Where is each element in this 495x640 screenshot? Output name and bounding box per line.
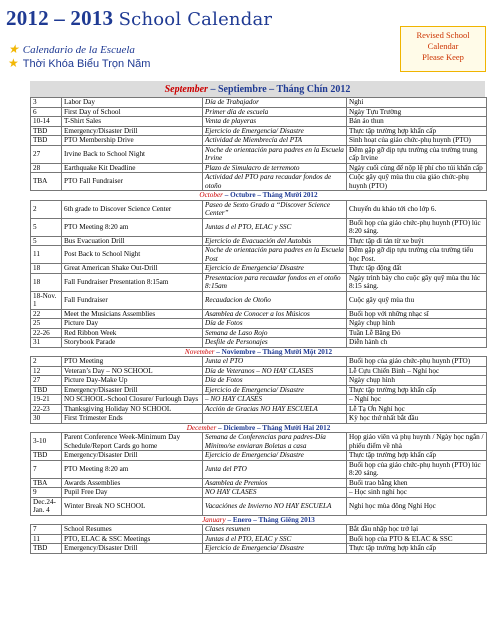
event-vietnamese-cell: Tuần Lễ Băng Đỏ xyxy=(347,328,487,338)
revised-notice xyxy=(400,26,486,72)
event-spanish-cell: Día de Trabajador xyxy=(203,98,347,108)
title-years: 2012 – 2013 xyxy=(6,6,114,30)
table-row xyxy=(31,218,487,236)
month-heading-en: September xyxy=(164,84,208,95)
event-english-cell: Red Ribbon Week xyxy=(62,328,203,338)
date-cell: 6 xyxy=(31,107,62,117)
event-spanish-cell: Ejercicio de Emergencia/ Disastre xyxy=(203,264,347,274)
event-english-cell: NO SCHOOL-School Closure/ Furlough Days xyxy=(62,395,203,405)
table-row xyxy=(31,163,487,173)
table-row xyxy=(31,534,487,544)
date-cell: 10-14 xyxy=(31,117,62,127)
date-cell: TBA xyxy=(31,478,62,488)
table-row xyxy=(31,366,487,376)
date-cell: 30 xyxy=(31,414,62,424)
event-spanish-cell: Asamblea de Conocer a los Músicos xyxy=(203,309,347,319)
table-row xyxy=(31,525,487,535)
event-vietnamese-cell: Cuộc gây quỹ mùa thu xyxy=(347,291,487,309)
event-english-cell: Winter Break NO SCHOOL xyxy=(62,497,203,515)
event-english-cell: Emergency/Disaster Drill xyxy=(62,385,203,395)
date-cell: 18 xyxy=(31,273,62,291)
event-vietnamese-cell: Nghỉ học mùa đông Nghỉ Học xyxy=(347,497,487,515)
month-heading-september xyxy=(30,80,485,98)
date-cell: 18-Nov. 1 xyxy=(31,291,62,309)
date-cell: 28 xyxy=(31,163,62,173)
event-vietnamese-cell: Buổi họp của giáo chức-phụ huynh (PTO) xyxy=(347,357,487,367)
event-english-cell: PTO Meeting 8:20 am xyxy=(62,460,203,478)
event-vietnamese-cell: Thực tập trường hợp khẩn cấp xyxy=(347,126,487,136)
event-english-cell: Fall Fundraiser Presentation 8:15am xyxy=(62,273,203,291)
event-spanish-cell xyxy=(203,414,347,424)
date-cell: 27 xyxy=(31,376,62,386)
event-english-cell: Great American Shake Out-Drill xyxy=(62,264,203,274)
event-spanish-cell: Clases resumen xyxy=(203,525,347,535)
table-row xyxy=(31,385,487,395)
event-english-cell: Post Back to School Night xyxy=(62,246,203,264)
event-vietnamese-cell: Ngày chụp hình xyxy=(347,376,487,386)
event-english-cell: Bus Evacuation Drill xyxy=(62,236,203,246)
calendar-table xyxy=(30,97,487,554)
table-row xyxy=(31,173,487,191)
date-cell: 2 xyxy=(31,357,62,367)
date-cell: TBA xyxy=(31,173,62,191)
date-cell: 3-10 xyxy=(31,433,62,451)
month-heading-rest: – Septiembre – Tháng Chín 2012 xyxy=(207,84,351,95)
event-english-cell: First Day of School xyxy=(62,107,203,117)
event-vietnamese-cell: Họp giáo viên và phụ huynh / Ngày học ngắn / phiếu điểm về nhà xyxy=(347,433,487,451)
table-row xyxy=(31,395,487,405)
event-spanish-cell: Recaudacion de Otoño xyxy=(203,291,347,309)
event-spanish-cell: Ejercicio de Emergencia/ Disastre xyxy=(203,126,347,136)
event-english-cell: Picture Day xyxy=(62,319,203,329)
table-row xyxy=(31,145,487,163)
event-vietnamese-cell: Ngày cuối cùng để nộp lệ phí cho túi khẩn cấp xyxy=(347,163,487,173)
event-vietnamese-cell: Buổi trao bằng khen xyxy=(347,478,487,488)
event-english-cell: Parent Conference Week-Minimum Day Schedule/Report Cards go home xyxy=(62,433,203,451)
month-heading-en: November xyxy=(184,347,215,356)
event-english-cell: Awards Assemblies xyxy=(62,478,203,488)
table-row xyxy=(31,328,487,338)
month-heading-row xyxy=(31,347,487,357)
month-heading-rest: – Enero – Tháng Giêng 2013 xyxy=(225,515,315,524)
table-row xyxy=(31,478,487,488)
table-row xyxy=(31,544,487,554)
event-spanish-cell: Primer día de escuela xyxy=(203,107,347,117)
subtitle-vietnamese-text: Thời Khóa Biểu Trọn Năm xyxy=(22,58,151,70)
date-cell: TBD xyxy=(31,385,62,395)
revised-line-3: Please Keep xyxy=(422,52,464,62)
event-spanish-cell: Día de Veteranos – NO HAY CLASES xyxy=(203,366,347,376)
event-english-cell: Pupil Free Day xyxy=(62,488,203,498)
subtitle-spanish xyxy=(8,42,135,57)
date-cell: 19-21 xyxy=(31,395,62,405)
month-heading-rest: – Noviembre – Tháng Mười Một 2012 xyxy=(214,347,333,356)
event-vietnamese-cell: Chuyến du khảo tới cho lớp 6. xyxy=(347,200,487,218)
event-spanish-cell: Actividad de Miembrecía del PTA xyxy=(203,136,347,146)
event-english-cell: Emergency/Disaster Drill xyxy=(62,451,203,461)
table-row xyxy=(31,488,487,498)
date-cell: 5 xyxy=(31,236,62,246)
date-cell: 5 xyxy=(31,218,62,236)
month-heading-en: October xyxy=(199,191,223,199)
table-row xyxy=(31,497,487,515)
event-spanish-cell: Venta de playeras xyxy=(203,117,347,127)
table-row xyxy=(31,236,487,246)
table-row xyxy=(31,460,487,478)
date-cell: 31 xyxy=(31,338,62,348)
table-row xyxy=(31,291,487,309)
month-heading-en: January xyxy=(202,515,226,524)
month-heading xyxy=(31,191,487,201)
event-english-cell: Fall Fundraiser xyxy=(62,291,203,309)
table-row xyxy=(31,309,487,319)
event-vietnamese-cell: Ngày Tựu Trường xyxy=(347,107,487,117)
calendar-title xyxy=(6,6,272,31)
event-spanish-cell: Asamblea de Premios xyxy=(203,478,347,488)
event-spanish-cell: Noche de orientación para padres en la Escuela Irvine xyxy=(203,145,347,163)
event-spanish-cell: Vacaciónes de Invierno NO HAY ESCUELA xyxy=(203,497,347,515)
month-heading-rest: – Octubre – Tháng Mười 2012 xyxy=(222,191,318,199)
event-english-cell: PTO Meeting xyxy=(62,357,203,367)
table-row xyxy=(31,273,487,291)
star-icon: ★ xyxy=(8,56,19,70)
date-cell: 27 xyxy=(31,145,62,163)
event-english-cell: Picture Day-Make Up xyxy=(62,376,203,386)
event-spanish-cell: Paseo de Sexto Grado a “Discover Science Center” xyxy=(203,200,347,218)
date-cell: 12 xyxy=(31,366,62,376)
date-cell: 25 xyxy=(31,319,62,329)
event-english-cell: Meet the Musicians Assemblies xyxy=(62,309,203,319)
date-cell: 22-23 xyxy=(31,404,62,414)
star-icon: ★ xyxy=(8,42,19,56)
event-english-cell: 6th grade to Discover Science Center xyxy=(62,200,203,218)
date-cell: 11 xyxy=(31,534,62,544)
event-vietnamese-cell: Bán áo thun xyxy=(347,117,487,127)
date-cell: TBD xyxy=(31,544,62,554)
event-vietnamese-cell: Đêm gặp gỡ dịp tựu trường của trường tiểu học Post. xyxy=(347,246,487,264)
month-heading xyxy=(31,347,487,357)
event-english-cell: PTO, ELAC & SSC Meetings xyxy=(62,534,203,544)
month-heading-row xyxy=(31,423,487,433)
date-cell: Dec.24-Jan. 4 xyxy=(31,497,62,515)
event-spanish-cell: NO HAY CLASES xyxy=(203,488,347,498)
event-spanish-cell: Día de Fotos xyxy=(203,319,347,329)
date-cell: 7 xyxy=(31,460,62,478)
event-spanish-cell: – NO HAY CLASES xyxy=(203,395,347,405)
month-heading xyxy=(31,423,487,433)
month-heading xyxy=(31,515,487,525)
event-vietnamese-cell: Nghỉ xyxy=(347,98,487,108)
event-english-cell: First Trimester Ends xyxy=(62,414,203,424)
event-vietnamese-cell: – Nghỉ học xyxy=(347,395,487,405)
table-row xyxy=(31,414,487,424)
table-row xyxy=(31,319,487,329)
date-cell: 7 xyxy=(31,525,62,535)
title-words: School Calendar xyxy=(118,9,273,30)
event-english-cell: Thanksgiving Holiday NO SCHOOL xyxy=(62,404,203,414)
date-cell: 18 xyxy=(31,264,62,274)
table-row xyxy=(31,98,487,108)
event-vietnamese-cell: – Học sinh nghỉ học xyxy=(347,488,487,498)
event-vietnamese-cell: Thực tập trường hợp khẩn cấp xyxy=(347,451,487,461)
event-spanish-cell: Juntas d el PTO, ELAC y SSC xyxy=(203,218,347,236)
table-row xyxy=(31,264,487,274)
event-spanish-cell: Acción de Gracias NO HAY ESCUELA xyxy=(203,404,347,414)
month-heading-en: December xyxy=(186,423,217,432)
revised-line-1: Revised School xyxy=(416,30,470,40)
date-cell: TBD xyxy=(31,136,62,146)
table-row xyxy=(31,117,487,127)
date-cell: 3 xyxy=(31,98,62,108)
table-row xyxy=(31,451,487,461)
event-spanish-cell: Semana de Conferencias para padres-Día Mínimo/se enviaran Boletas a casa xyxy=(203,433,347,451)
event-vietnamese-cell: Lễ Tạ Ơn Nghỉ học xyxy=(347,404,487,414)
table-row xyxy=(31,357,487,367)
table-row xyxy=(31,246,487,264)
event-spanish-cell: Presentacion para recaudar fondos en el otoño 8:15am xyxy=(203,273,347,291)
date-cell: 22-26 xyxy=(31,328,62,338)
event-spanish-cell: Plazo de Simulacro de terremoto xyxy=(203,163,347,173)
event-english-cell: PTO Fall Fundraiser xyxy=(62,173,203,191)
subtitle-spanish-text: Calendario de la Escuela xyxy=(22,44,135,56)
event-vietnamese-cell: Buổi họp với những nhạc sĩ xyxy=(347,309,487,319)
event-spanish-cell: Ejercicio de Emergencia/ Disastre xyxy=(203,385,347,395)
event-spanish-cell: Noche de orientación para padres en la Escuela Post xyxy=(203,246,347,264)
event-english-cell: PTO Meeting 8:20 am xyxy=(62,218,203,236)
event-english-cell: Earthquake Kit Deadline xyxy=(62,163,203,173)
event-english-cell: Labor Day xyxy=(62,98,203,108)
date-cell: 2 xyxy=(31,200,62,218)
date-cell: TBD xyxy=(31,126,62,136)
event-vietnamese-cell: Thực tập trường hợp khẩn cấp xyxy=(347,544,487,554)
table-row xyxy=(31,136,487,146)
month-heading-row xyxy=(31,515,487,525)
event-vietnamese-cell: Kỳ học thứ nhất bắt đầu xyxy=(347,414,487,424)
event-vietnamese-cell: Thực tập trường hợp khẩn cấp xyxy=(347,385,487,395)
event-spanish-cell: Día de Fotos xyxy=(203,376,347,386)
event-spanish-cell: Ejercicio de Emergencia/ Disastre xyxy=(203,451,347,461)
event-spanish-cell: Junta del PTO xyxy=(203,460,347,478)
revised-line-2: Calendar xyxy=(427,41,459,51)
event-spanish-cell: Actividad del PTO para recaudar fondos de otoño xyxy=(203,173,347,191)
event-english-cell: Irvine Back to School Night xyxy=(62,145,203,163)
event-vietnamese-cell: Bắt đầu nhập học trở lại xyxy=(347,525,487,535)
event-spanish-cell: Desfile de Personajes xyxy=(203,338,347,348)
event-vietnamese-cell: Buổi họp của giáo chức-phụ huynh (PTO) lúc 8:20 sáng. xyxy=(347,460,487,478)
event-english-cell: School Resumes xyxy=(62,525,203,535)
table-row xyxy=(31,404,487,414)
table-row xyxy=(31,200,487,218)
table-row xyxy=(31,376,487,386)
event-vietnamese-cell: Diễn hành ch xyxy=(347,338,487,348)
event-vietnamese-cell: Thực tập di tản từ xe buýt xyxy=(347,236,487,246)
month-heading-row xyxy=(31,191,487,201)
event-spanish-cell: Semana de Laso Rojo xyxy=(203,328,347,338)
event-spanish-cell: Juntas d el PTO, ELAC y SSC xyxy=(203,534,347,544)
month-heading-rest: – Diciembre – Tháng Mười Hai 2012 xyxy=(216,423,331,432)
event-vietnamese-cell: Buổi họp của giáo chức-phụ huynh (PTO) lúc 8:20 sáng. xyxy=(347,218,487,236)
event-vietnamese-cell: Cuộc gây quỹ mùa thu của giáo chức-phụ huynh (PTO) xyxy=(347,173,487,191)
subtitle-vietnamese xyxy=(8,56,150,70)
table-row xyxy=(31,338,487,348)
event-spanish-cell: Ejercicio de Emergencia/ Disastre xyxy=(203,544,347,554)
date-cell: 22 xyxy=(31,309,62,319)
event-vietnamese-cell: Thực tập động đất xyxy=(347,264,487,274)
event-vietnamese-cell: Ngày trình bày cho cuộc gây quỹ mùa thu lúc 8:15 sáng. xyxy=(347,273,487,291)
event-english-cell: Storybook Parade xyxy=(62,338,203,348)
event-english-cell: T-Shirt Sales xyxy=(62,117,203,127)
table-row xyxy=(31,107,487,117)
event-english-cell: Emergency/Disaster Drill xyxy=(62,126,203,136)
date-cell: 9 xyxy=(31,488,62,498)
event-vietnamese-cell: Buổi họp của PTO & ELAC & SSC xyxy=(347,534,487,544)
date-cell: TBD xyxy=(31,451,62,461)
event-vietnamese-cell: Đêm gặp gỡ dịp tựu trường của trường trung cấp Irvine xyxy=(347,145,487,163)
event-english-cell: Emergency/Disaster Drill xyxy=(62,544,203,554)
event-english-cell: Veteran’s Day – NO SCHOOL xyxy=(62,366,203,376)
table-row xyxy=(31,433,487,451)
event-vietnamese-cell: Lễ Cựu Chiến Binh – Nghỉ học xyxy=(347,366,487,376)
event-english-cell: PTO Membership Drive xyxy=(62,136,203,146)
date-cell: 11 xyxy=(31,246,62,264)
table-row xyxy=(31,126,487,136)
event-spanish-cell: Ejercicio de Evacuación del Autobús xyxy=(203,236,347,246)
event-vietnamese-cell: Sinh hoạt của giáo chức-phụ huynh (PTO) xyxy=(347,136,487,146)
event-spanish-cell: Junta el PTO xyxy=(203,357,347,367)
event-vietnamese-cell: Ngày chụp hình xyxy=(347,319,487,329)
